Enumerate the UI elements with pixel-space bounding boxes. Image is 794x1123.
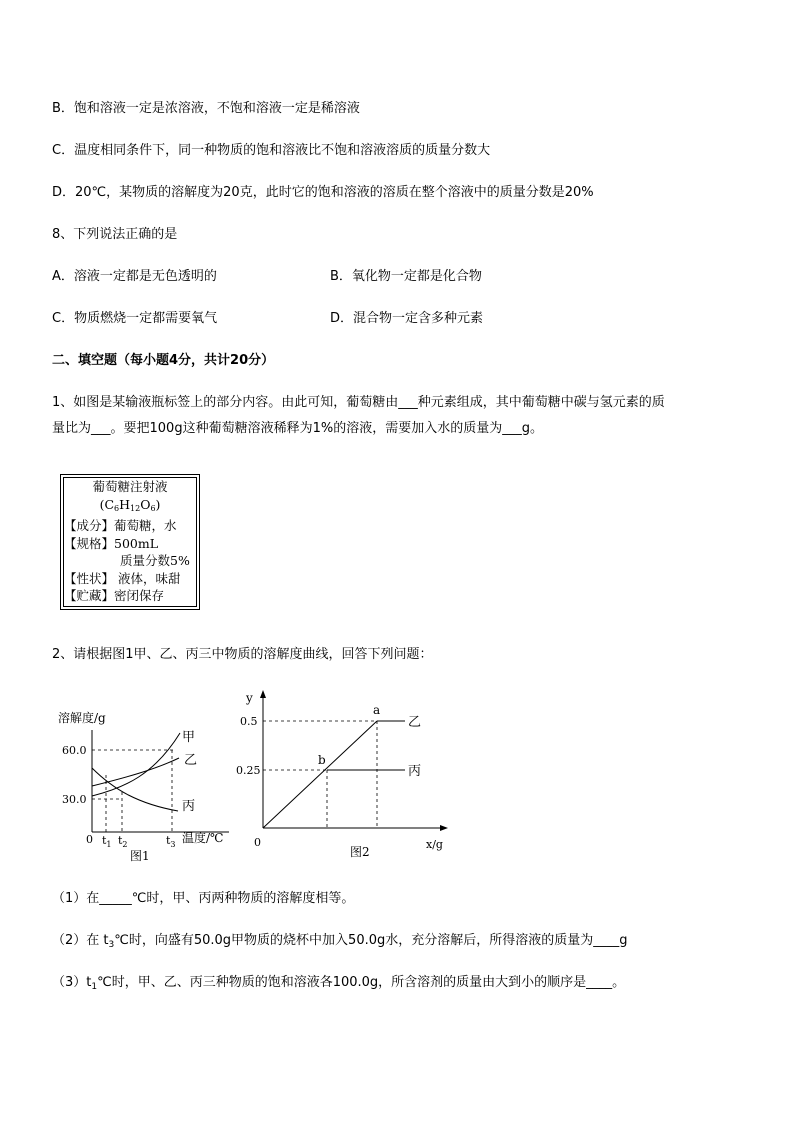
option-d: D．20℃，某物质的溶解度为20克，此时它的饱和溶液的溶质在整个溶液中的质量分数是20%: [52, 185, 594, 200]
option-c: C．温度相同条件下，同一种物质的饱和溶液比不饱和溶液溶质的质量分数大: [52, 143, 491, 158]
fig1-tick-t1: $t_1$: [102, 834, 112, 849]
fig2-caption: 图2: [350, 845, 370, 858]
fig2-point-b: b: [318, 753, 326, 767]
fig2-legend-bing: 丙: [408, 764, 422, 779]
q2-part2: （2）在 $t_3℃$时，向盛有50.0g甲物质的烧杯中加入50.0g水，充分溶解后，所得溶液的质量为____g: [52, 933, 628, 950]
fig2-line-diagonal: [263, 721, 377, 828]
fig1-tick-30: 30.0: [62, 793, 87, 806]
option-b: B．饱和溶液一定是浓溶液，不饱和溶液一定是稀溶液: [52, 101, 360, 116]
fig2-tick-025: 0.25: [236, 764, 261, 777]
figure-1: [54, 700, 244, 865]
label-title: 葡萄糖注射液: [92, 479, 168, 494]
q1-line2: 量比为___。要把100g这种葡萄糖溶液稀释为1%的溶液，需要加入水的质量为___g。: [52, 421, 543, 436]
figure-2: [230, 686, 460, 858]
curve-yi: [92, 758, 179, 786]
fig2-legend-yi: 乙: [408, 715, 422, 730]
fig2-x-arrow: [440, 825, 448, 831]
q8-option-d: D．混合物一定含多种元素: [330, 311, 484, 326]
fig1-tick-t2: $t_2$: [118, 834, 128, 849]
fig2-origin: 0: [254, 836, 261, 849]
fig2-point-a: a: [373, 703, 381, 717]
fig1-tick-t3: $t_3$: [166, 834, 176, 849]
fig1-legend-yi: 乙: [184, 753, 198, 768]
fig2-ylabel: y: [246, 691, 253, 705]
fig1-origin: 0: [86, 833, 93, 846]
fig1-tick-60: 60.0: [62, 744, 87, 757]
q2-part3: $(3)t_1℃$时，甲、乙、丙三种物质的饱和溶液各100.0g，所含溶剂的质量由大到小的顺序是____。: [52, 975, 626, 992]
fig2-tick-05: 0.5: [240, 715, 258, 728]
q8-option-c: C．物质燃烧一定都需要氧气: [52, 311, 218, 326]
label-formula: $(C_6H_{12}O_6)$: [99, 496, 161, 513]
q8-option-b: B．氧化物一定都是化合物: [330, 269, 482, 284]
label-ingredient: 【成分】葡萄糖，水: [64, 518, 177, 533]
q1-line1: 1、如图是某输液瓶标签上的部分内容。由此可知，葡萄糖由___种元素组成，其中葡萄糖中碳与氢元素的质: [52, 395, 665, 410]
section-heading: 二、填空题（每小题4分，共计20分）: [52, 353, 275, 368]
question-8: 8、下列说法正确的是: [52, 227, 178, 242]
curve-jia: [92, 733, 180, 796]
fig1-caption: 图1: [130, 849, 150, 863]
fig1-legend-jia: 甲: [182, 730, 196, 745]
fig2-xlabel: x/g: [426, 838, 443, 851]
label-mass-fraction: 质量分数5%: [120, 553, 190, 568]
label-storage: 【贮藏】密闭保存: [64, 588, 165, 603]
label-property: 【性状】 液体，味甜: [64, 570, 181, 586]
fig1-legend-bing: 丙: [182, 799, 196, 814]
glucose-label: [60, 474, 200, 610]
q2-part1: （1）在_____℃时，甲、丙两种物质的溶解度相等。: [52, 891, 355, 906]
question-2: 2、请根据图1甲、乙、丙三中物质的溶解度曲线，回答下列问题：: [52, 647, 433, 662]
fig2-y-arrow: [260, 690, 266, 698]
q8-option-a: A．溶液一定都是无色透明的: [52, 269, 217, 284]
fig1-ylabel: 溶解度/g: [58, 711, 106, 725]
label-spec: 【规格】500mL: [64, 535, 159, 551]
fig1-xlabel: 温度/℃: [182, 831, 224, 845]
